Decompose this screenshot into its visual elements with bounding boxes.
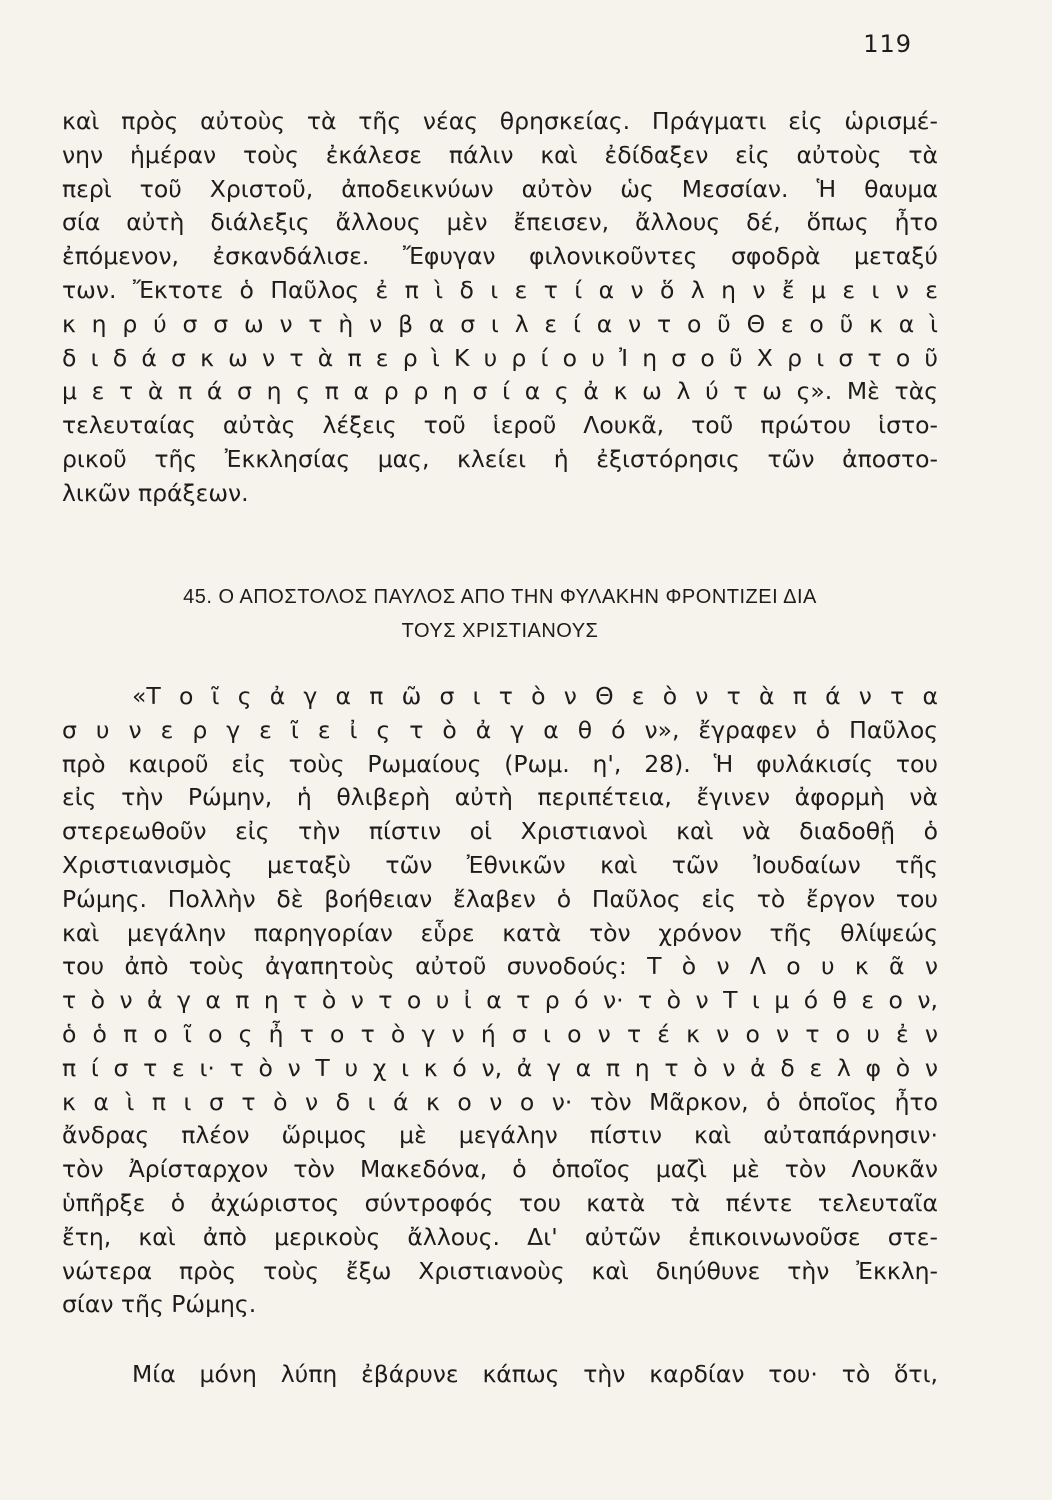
- text-line: Μία μόνη λύπη ἐβάρυνε κάπως τὴν καρδίαν του· τὸ ὅτι,: [132, 1360, 938, 1388]
- text-line: κ η ρ ύ σ σ ω ν τ ὴ ν β α σ ι λ ε ί α ν τ ο ῦ Θ ε ο ῦ κ α ὶ: [62, 309, 938, 338]
- text-line: δ ι δ ά σ κ ω ν τ ὰ π ε ρ ὶ Κ υ ρ ί ο υ Ἰ η σ ο ῦ Χ ρ ι σ τ ο ῦ: [62, 343, 938, 372]
- text-line: «Τ ο ῖ ς ἀ γ α π ῶ σ ι τ ὸ ν Θ ε ὸ ν τ ὰ π ά ν τ α: [132, 682, 938, 710]
- text-line: σ υ ν ε ρ γ ε ῖ ε ἰ ς τ ὸ ἀ γ α θ ό ν», ἔγραφεν ὁ Παῦλος: [62, 715, 938, 744]
- text-line: τελευταίας αὐτὰς λέξεις τοῦ ἱεροῦ Λουκᾶ, τοῦ πρώτου ἱστο-: [62, 411, 938, 440]
- text-line: λικῶν πράξεων.: [62, 478, 249, 507]
- text-line: των. Ἔκτοτε ὁ Παῦλος ἐ π ὶ δ ι ε τ ί α ν ὅ λ η ν ἔ μ ε ι ν ε: [62, 275, 938, 304]
- text-line: ὁ ὁ π ο ῖ ο ς ἦ τ ο τ ὸ γ ν ή σ ι ο ν τ έ κ ν ο ν τ ο υ ἐ ν: [62, 1019, 938, 1048]
- text-line: κ α ὶ π ι σ τ ὸ ν δ ι ά κ ο ν ο ν· τὸν Μᾶρκον, ὁ ὁποῖος ἦτο: [62, 1087, 938, 1116]
- text-line: περὶ τοῦ Χριστοῦ, ἀποδεικνύων αὐτὸν ὡς Μεσσίαν. Ἡ θαυμα: [62, 174, 938, 203]
- text-line: εἰς τὴν Ρώμην, ἡ θλιβερὴ αὐτὴ περιπέτεια, ἔγινεν ἀφορμὴ νὰ: [62, 783, 938, 812]
- paragraph-section-45: [62, 680, 938, 1322]
- section-heading: [62, 580, 938, 648]
- paragraph-acts-ending: [62, 105, 938, 511]
- text-line: τ ὸ ν ἀ γ α π η τ ὸ ν τ ο υ ἰ α τ ρ ό ν· τ ὸ ν Τ ι μ ό θ ε ο ν,: [62, 986, 938, 1015]
- text-line: καὶ μεγάλην παρηγορίαν εὗρε κατὰ τὸν χρόνον τῆς θλίψεώς: [62, 918, 938, 947]
- paragraph-continuation: [62, 1358, 938, 1392]
- section-heading-line: ΤΟΥΣ ΧΡΙΣΤΙΑΝΟΥΣ: [401, 620, 599, 642]
- text-line: σία αὐτὴ διάλεξις ἄλλους μὲν ἔπεισεν, ἄλλους δέ, ὅπως ἦτο: [62, 208, 938, 237]
- text-line: στερεωθοῦν εἰς τὴν πίστιν οἱ Χριστιανοὶ καὶ νὰ διαδοθῇ ὁ: [62, 817, 938, 846]
- text-line: τὸν Ἀρίσταρχον τὸν Μακεδόνα, ὁ ὁποῖος μαζὶ μὲ τὸν Λουκᾶν: [62, 1155, 938, 1184]
- text-line: νην ἡμέραν τοὺς ἐκάλεσε πάλιν καὶ ἐδίδαξεν εἰς αὐτοὺς τὰ: [62, 140, 938, 169]
- text-line: ἔτη, καὶ ἀπὸ μερικοὺς ἄλλους. Δι' αὐτῶν ἐπικοινωνοῦσε στε-: [62, 1222, 938, 1251]
- text-line: σίαν τῆς Ρώμης.: [62, 1290, 257, 1319]
- text-line: ὑπῆρξε ὁ ἀχώριστος σύντροφός του κατὰ τὰ πέντε τελευταῖα: [62, 1188, 938, 1217]
- text-line: πρὸ καιροῦ εἰς τοὺς Ρωμαίους (Ρωμ. η', 28). Ἡ φυλάκισίς του: [62, 749, 938, 778]
- text-line: ρικοῦ τῆς Ἐκκλησίας μας, κλείει ἡ ἐξιστόρησις τῶν ἀποστο-: [62, 444, 938, 473]
- page-number: 119: [863, 30, 912, 58]
- text-line: ἐπόμενον, ἐσκανδάλισε. Ἔφυγαν φιλονικοῦντες σφοδρὰ μεταξύ: [62, 242, 938, 271]
- text-line: Χριστιανισμὸς μεταξὺ τῶν Ἐθνικῶν καὶ τῶν Ἰουδαίων τῆς: [62, 850, 938, 879]
- text-line: του ἀπὸ τοὺς ἀγαπητοὺς αὐτοῦ συνοδούς: Τ ὸ ν Λ ο υ κ ᾶ ν: [62, 952, 938, 981]
- text-line: καὶ πρὸς αὐτοὺς τὰ τῆς νέας θρησκείας. Πράγματι εἰς ὡρισμέ-: [62, 107, 938, 135]
- text-line: π ί σ τ ε ι· τ ὸ ν Τ υ χ ι κ ό ν, ἀ γ α π η τ ὸ ν ἀ δ ε λ φ ὸ ν: [62, 1053, 938, 1082]
- text-line: νώτερα πρὸς τοὺς ἔξω Χριστιανοὺς καὶ διηύθυνε τὴν Ἐκκλη-: [62, 1256, 938, 1285]
- section-heading-line: 45. Ο ΑΠΟΣΤΟΛΟΣ ΠΑΥΛΟΣ ΑΠΟ ΤΗΝ ΦΥΛΑΚΗΝ ΦΡΟΝΤΙΖΕΙ ΔΙΑ: [183, 586, 817, 608]
- text-line: ἄνδρας πλέον ὥριμος μὲ μεγάλην πίστιν καὶ αὐταπάρνησιν·: [62, 1121, 938, 1150]
- text-line: Ρώμης. Πολλὴν δὲ βοήθειαν ἔλαβεν ὁ Παῦλος εἰς τὸ ἔργον του: [62, 884, 938, 913]
- text-line: μ ε τ ὰ π ά σ η ς π α ρ ρ η σ ί α ς ἀ κ ω λ ύ τ ω ς». Μὲ τὰς: [62, 377, 938, 406]
